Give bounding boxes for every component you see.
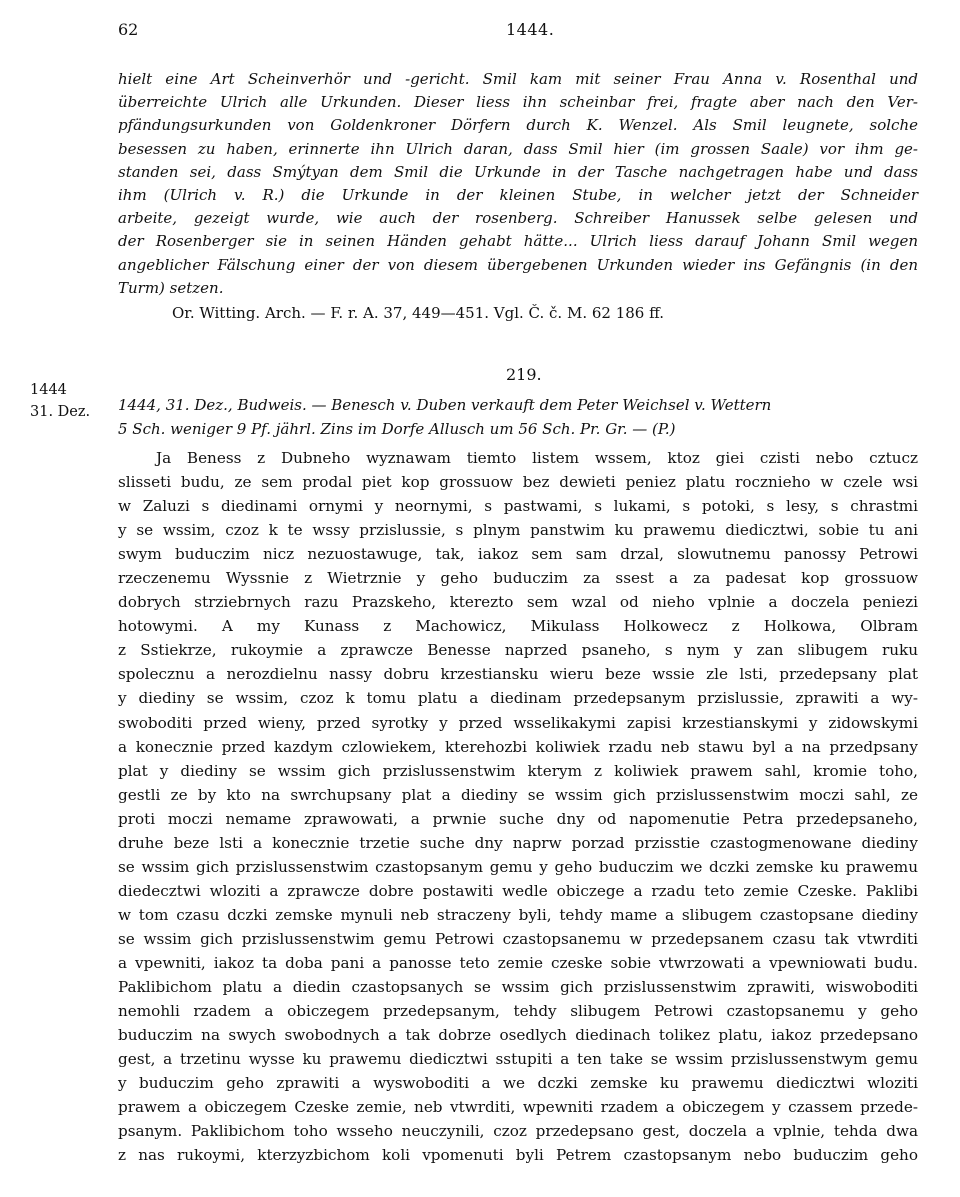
source-citation: Or. Witting. Arch. — F. r. A. 37, 449—451. Vgl. Č. č. M. 62 186 ff. bbox=[172, 304, 665, 322]
charter-line: nemohli rzadem a obiczegem przedepsanym, tehdy slibugem Petrowi czastopsanemu y geho bbox=[118, 1002, 918, 1021]
charter-line: swym buduczim nicz nezuostawuge, tak, iakoz sem sam drzal, slowutnemu panossy Petrowi bbox=[118, 545, 918, 564]
previous-entry-line: besessen zu haben, erinnerte ihn Ulrich daran, dass Smil hier (im grossen Saale) vor ihm ge- bbox=[118, 139, 918, 158]
charter-line: y diediny se wssim, czoz k tomu platu a diedinam przedepsanym przislussie, zprawiti a wy- bbox=[118, 689, 918, 708]
charter-line: a konecznie przed kazdym czlowiekem, kterehozbi koliwiek rzadu neb stawu byl a na przedpsany bbox=[118, 737, 918, 756]
charter-line: gestli ze by kto na swrchupsany plat a diediny se wssim gich przislussenstwim moczi sahl, ze bbox=[118, 785, 918, 804]
regest-line: 1444, 31. Dez., Budweis. — Benesch v. Duben verkauft dem Peter Weichsel v. Wettern bbox=[118, 396, 772, 414]
charter-line: Ja Beness z Dubneho wyznawam tiemto listem wssem, ktoz giei czisti nebo cztucz bbox=[156, 449, 918, 467]
charter-line: plat y diediny se wssim gich przislussenstwim kterym z koliwiek prawem sahl, kromie toho, bbox=[118, 761, 918, 780]
running-head: 1444. bbox=[506, 20, 555, 39]
charter-line: slisseti budu, ze sem prodal piet kop grossuow bez dewieti peniez platu rocznieho w czele wsi bbox=[118, 473, 918, 492]
margin-date: 31. Dez. bbox=[30, 404, 91, 420]
previous-entry-line: standen sei, dass Smýtyan dem Smil die Urkunde in der Tasche nachgetragen habe und dass bbox=[118, 162, 918, 181]
charter-line: se wssim gich przislussenstwim czastopsanym gemu y geho buduczim we dczki zemske ku prawemu bbox=[118, 857, 918, 876]
charter-line: se wssim gich przislussenstwim gemu Petrowi czastopsanemu w przedepsanem czasu tak vtwrditi bbox=[118, 929, 918, 948]
charter-line: y buduczim geho zprawiti a wyswoboditi a we dczki zemske ku prawemu diedicztwi wloziti bbox=[118, 1074, 918, 1093]
charter-line: diedecztwi wloziti a zprawcze dobre postawiti wedle obiczege a rzadu teto zemie Czeske. Paklibi bbox=[118, 881, 918, 900]
charter-line: buduczim na swych swobodnych a tak dobrze osedlych diedinach tolikez platu, iakoz przedepsano bbox=[118, 1026, 918, 1045]
charter-line: psanym. Paklibichom toho wsseho neuczynili, czoz przedepsano gest, doczela a vplnie, tehda dwa bbox=[118, 1122, 918, 1141]
charter-line: spolecznu a nerozdielnu nassy dobru krzestiansku wieru beze wssie zle lsti, przedepsany plat bbox=[118, 665, 918, 684]
charter-line: z nas rukoymi, kterzyzbichom koli vpomenuti byli Petrem czastopsanym nebo buduczim geho bbox=[118, 1146, 918, 1165]
charter-line: dobrych strziebrnych razu Prazskeho, kterezto sem wzal od nieho vplnie a doczela peniezi bbox=[118, 593, 918, 612]
previous-entry-line: arbeite, gezeigt wurde, wie auch der rosenberg. Schreiber Hanussek selbe gelesen und bbox=[118, 209, 918, 228]
charter-line: w tom czasu dczki zemske mynuli neb straczeny byli, tehdy mame a slibugem czastopsane diediny bbox=[118, 905, 918, 924]
previous-entry-line: der Rosenberger sie in seinen Händen gehabt hätte... Ulrich liess darauf Johann Smil wegen bbox=[118, 232, 918, 251]
charter-line: rzeczenemu Wyssnie z Wietrznie y geho buduczim za ssest a za padesat kop grossuow bbox=[118, 569, 918, 588]
previous-entry-line: pfändungsurkunden von Goldenkroner Dörfern durch K. Wenzel. Als Smil leugnete, solche bbox=[118, 116, 918, 135]
charter-line: y se wssim, czoz k te wssy przislussie, s plnym panstwim ku prawemu diedicztwi, sobie tu ani bbox=[118, 521, 918, 540]
previous-entry-line: ihm (Ulrich v. R.) die Urkunde in der kleinen Stube, in welcher jetzt der Schneider bbox=[118, 186, 918, 205]
margin-year: 1444 bbox=[30, 382, 67, 398]
charter-line: druhe beze lsti a konecznie trzetie suche dny naprw porzad przisstie czastogmenowane diediny bbox=[118, 833, 918, 852]
previous-entry-line: Turm) setzen. bbox=[118, 278, 224, 297]
charter-line: swoboditi przed wieny, przed syrotky y przed wsselikakymi zapisi krzestianskymi y zidowskymi bbox=[118, 713, 918, 732]
charter-text bbox=[118, 446, 918, 1167]
charter-line: w Zaluzi s diedinami ornymi y neornymi, s pastwami, s lukami, s potoki, s lesy, s chrastmi bbox=[118, 497, 918, 516]
charter-line: prawem a obiczegem Czeske zemie, neb vtwrditi, wpewniti rzadem a obiczegem y czassem przede- bbox=[118, 1098, 918, 1117]
previous-entry-line: hielt eine Art Scheinverhör und -gericht. Smil kam mit seiner Frau Anna v. Rosenthal und bbox=[118, 70, 918, 88]
previous-entry-text bbox=[118, 68, 918, 300]
charter-line: Paklibichom platu a diedin czastopsanych se wssim gich przislussenstwim zprawiti, wiswoboditi bbox=[118, 978, 918, 997]
regest bbox=[118, 393, 918, 441]
entry-number: 219. bbox=[506, 365, 542, 384]
previous-entry-line: überreichte Ulrich alle Urkunden. Dieser liess ihn scheinbar frei, fragte aber nach den Ver- bbox=[118, 93, 918, 112]
charter-line: gest, a trzetinu wysse ku prawemu diedicztwi sstupiti a ten take se wssim przislussenstwym gemu bbox=[118, 1050, 918, 1069]
charter-line: z Sstiekrze, rukoymie a zprawcze Benesse naprzed psaneho, s nym y zan slibugem ruku bbox=[118, 641, 918, 660]
regest-line: 5 Sch. weniger 9 Pf. jährl. Zins im Dorfe Allusch um 56 Sch. Pr. Gr. — (P.) bbox=[118, 420, 676, 438]
previous-entry-line: angeblicher Fälschung einer der von diesem übergebenen Urkunden wieder ins Gefängnis (in den bbox=[118, 255, 918, 274]
page-number: 62 bbox=[118, 20, 139, 39]
charter-line: proti moczi nemame zprawowati, a prwnie suche dny od napomenutie Petra przedepsaneho, bbox=[118, 809, 918, 828]
charter-line: hotowymi. A my Kunass z Machowicz, Mikulass Holkowecz z Holkowa, Olbram bbox=[118, 617, 918, 636]
charter-line: a vpewniti, iakoz ta doba pani a panosse teto zemie czeske sobie vtwrzowati a vpewniowati budu. bbox=[118, 953, 918, 972]
